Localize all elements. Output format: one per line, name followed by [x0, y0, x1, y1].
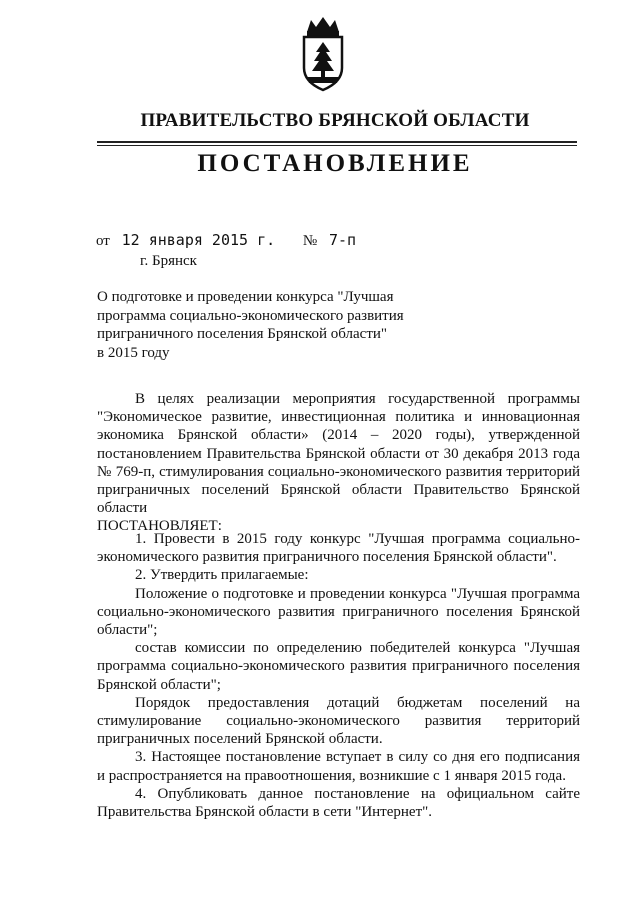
date-number-line: [96, 231, 356, 250]
preamble-paragraph: В целях реализации мероприятия государственной программы "Экономическое развитие, инвестиционная политика и инновационная экономика Брянской области» (2014 – 2020 годы), утвержденной постановлением Правительства Брянской области от 30 декабря 2013 года № 769-п, стимулирования социально-экономического развития территорий приграничных поселений Брянской области Правительство Брянской области: [97, 391, 580, 517]
decree-item: Положение о подготовке и проведении конкурса "Лучшая программа социально-экономического развития приграничного поселения Брянской области";: [97, 585, 580, 639]
decree-item: 2. Утвердить прилагаемые:: [135, 567, 309, 584]
document-number: 7-п: [328, 231, 357, 249]
government-title: ПРАВИТЕЛЬСТВО БРЯНСКОЙ ОБЛАСТИ: [140, 110, 530, 131]
decree-item: Порядок предоставления дотаций бюджетам поселений на стимулирование социально-экономического развития территорий приграничных поселений Брянской области.: [97, 694, 580, 748]
number-label: №: [302, 233, 318, 249]
decree-item: 1. Провести в 2015 году конкурс "Лучшая программа социально-экономического развития приграничного поселения Брянской области".: [97, 531, 580, 566]
header-rule-thin: [97, 145, 577, 146]
subject-line: О подготовке и проведении конкурса "Лучшая: [97, 289, 394, 305]
decree-word: ПОСТАНОВЛЯЕТ:: [97, 518, 222, 535]
header-rule-thick: [97, 141, 577, 143]
subject-line: программа социально-экономического развития: [97, 307, 404, 324]
city: г. Брянск: [140, 253, 197, 269]
from-label: от: [96, 233, 110, 249]
document-date: 12 января 2015 г.: [121, 231, 276, 249]
preamble-block: [97, 390, 580, 536]
decree-item: 4. Опубликовать данное постановление на официальном сайте Правительства Брянской области в сети "Интернет".: [97, 785, 580, 821]
document-type-title: ПОСТАНОВЛЕНИЕ: [197, 150, 473, 177]
coat-of-arms-icon: [297, 16, 349, 94]
decree-item: 3. Настоящее постановление вступает в силу со дня его подписания и распространяется на правоотношения, возникшие с 1 января 2015 года.: [97, 749, 580, 784]
decree-item: состав комиссии по определению победителей конкурса "Лучшая программа социально-экономического развития приграничного поселения Брянской области";: [97, 640, 580, 693]
subject-line: в 2015 году: [97, 344, 170, 361]
decree-items: [97, 530, 580, 821]
subject-line: приграничного поселения Брянской области": [97, 326, 388, 342]
document-subject: [97, 288, 417, 362]
